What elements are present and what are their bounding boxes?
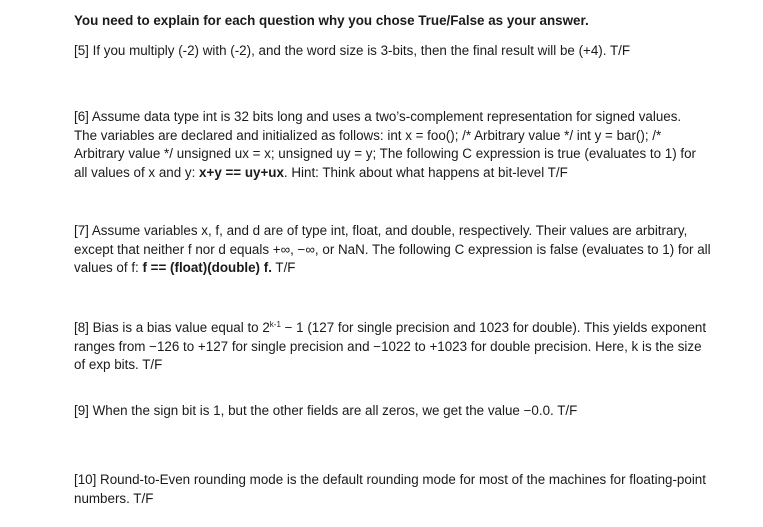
- question-8: [74, 319, 714, 375]
- question-6-text: [6] Assume data type int is 32 bits long and uses a two’s-complement representation for signed values. The variables are declared and initialized as follows: int x = foo(); /* Arbitrary value */ int y = bar(); /* Arbitrary value */ unsigned ux = x; unsigned uy = y; The following C expression is true (evaluates to 1) for all values of x and y:: [74, 109, 696, 180]
- question-9-text: [9] When the sign bit is 1, but the other fields are all zeros, we get the value −0.0. T/F: [74, 403, 578, 418]
- question-8-exponent: k-1: [269, 320, 281, 329]
- question-6-hint: . Hint: Think about what happens at bit-level T/F: [283, 164, 568, 180]
- question-10-text: [10] Round-to-Even rounding mode is the default rounding mode for most of the machines for floating-point numbers. T/F: [74, 472, 706, 506]
- question-5-text: [5] If you multiply (-2) with (-2), and the word size is 3-bits, then the final result will be (+4). T/F: [74, 43, 631, 58]
- question-8-text: [8] Bias is a bias value equal to 2: [74, 320, 270, 335]
- instruction-heading: You need to explain for each question why you chose True/False as your answer.: [74, 13, 589, 28]
- question-6-expression: x+y == uy+ux: [199, 164, 284, 180]
- question-10: [74, 471, 714, 508]
- question-6: [74, 108, 704, 182]
- question-7-text: [7] Assume variables x, f, and d are of type int, float, and double, respectively. Their values are arbitrary, except that neither f nor d equals +∞, −∞, or NaN. The following C expression is false (evaluates to 1) for all values of f:: [74, 223, 711, 276]
- question-7-expression: f == (float)(double) f.: [142, 260, 272, 276]
- question-5: [74, 42, 714, 61]
- question-7: [74, 222, 714, 278]
- question-8-continuation: − 1 (127 for single precision and 1023 for double). This yields exponent ranges from −126 to +127 for single precision and −1022 to +1023 for double precision. Here, k is the size of exp bits. T/F: [74, 320, 707, 373]
- question-7-suffix: T/F: [271, 260, 296, 276]
- question-sheet: [74, 12, 714, 506]
- question-9: [74, 402, 714, 421]
